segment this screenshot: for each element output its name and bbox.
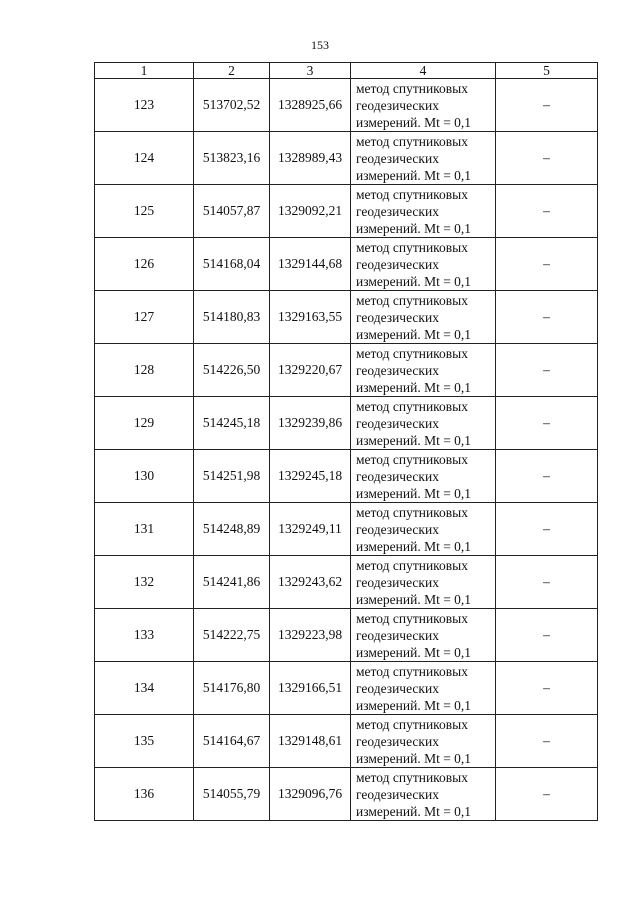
coordinate-y-cell: 1329163,55 (270, 291, 351, 344)
method-text-line: геодезических (356, 415, 439, 431)
coordinate-x-cell: 513823,16 (194, 132, 270, 185)
method-text-line: геодезических (356, 468, 439, 484)
method-text-line: метод спутниковых (356, 186, 468, 202)
table-row (95, 609, 598, 662)
column-header-4: 4 (351, 63, 496, 79)
note-cell: – (496, 556, 598, 609)
method-text-line: измерений. Mt = 0,1 (356, 114, 472, 130)
coordinate-y-cell: 1329245,18 (270, 450, 351, 503)
method-text-line: измерений. Mt = 0,1 (356, 273, 472, 289)
method-text-line: метод спутниковых (356, 769, 468, 785)
point-number-cell: 134 (95, 662, 194, 715)
method-text-line: измерений. Mt = 0,1 (356, 644, 472, 660)
method-text-line: геодезических (356, 309, 439, 325)
note-cell: – (496, 291, 598, 344)
column-header-5: 5 (496, 63, 598, 79)
method-cell (351, 79, 496, 132)
note-cell: – (496, 132, 598, 185)
method-cell (351, 238, 496, 291)
point-number-cell: 123 (95, 79, 194, 132)
table-row (95, 132, 598, 185)
method-text-line: метод спутниковых (356, 716, 468, 732)
column-header-2: 2 (194, 63, 270, 79)
method-text-line: метод спутниковых (356, 80, 468, 96)
coordinate-y-cell: 1329223,98 (270, 609, 351, 662)
method-cell (351, 662, 496, 715)
point-number-cell: 125 (95, 185, 194, 238)
point-number-cell: 130 (95, 450, 194, 503)
method-text-line: метод спутниковых (356, 663, 468, 679)
table-row (95, 556, 598, 609)
coordinate-y-cell: 1329243,62 (270, 556, 351, 609)
method-text-line: измерений. Mt = 0,1 (356, 697, 472, 713)
table-body (95, 79, 598, 821)
method-text-line: метод спутниковых (356, 239, 468, 255)
note-cell: – (496, 768, 598, 821)
page-number: 153 (311, 38, 329, 52)
method-cell (351, 185, 496, 238)
method-text-line: геодезических (356, 203, 439, 219)
table-row (95, 450, 598, 503)
method-text-line: измерений. Mt = 0,1 (356, 432, 472, 448)
point-number-cell: 131 (95, 503, 194, 556)
coordinate-y-cell: 1329144,68 (270, 238, 351, 291)
method-text-line: метод спутниковых (356, 345, 468, 361)
method-text-line: метод спутниковых (356, 610, 468, 626)
method-text-line: метод спутниковых (356, 451, 468, 467)
method-text-line: геодезических (356, 680, 439, 696)
note-cell: – (496, 397, 598, 450)
method-text-line: метод спутниковых (356, 133, 468, 149)
method-cell (351, 291, 496, 344)
column-header-3: 3 (270, 63, 351, 79)
table-row (95, 79, 598, 132)
table-row (95, 715, 598, 768)
method-text-line: измерений. Mt = 0,1 (356, 220, 472, 236)
note-cell: – (496, 238, 598, 291)
point-number-cell: 126 (95, 238, 194, 291)
coordinate-x-cell: 514055,79 (194, 768, 270, 821)
coordinates-table (94, 62, 598, 821)
note-cell: – (496, 715, 598, 768)
method-text-line: измерений. Mt = 0,1 (356, 803, 472, 819)
method-text-line: геодезических (356, 574, 439, 590)
coordinate-y-cell: 1328925,66 (270, 79, 351, 132)
method-cell (351, 556, 496, 609)
coordinate-x-cell: 514222,75 (194, 609, 270, 662)
method-cell (351, 450, 496, 503)
point-number-cell: 127 (95, 291, 194, 344)
table-row (95, 238, 598, 291)
table-row (95, 185, 598, 238)
method-text-line: геодезических (356, 786, 439, 802)
table-row (95, 768, 598, 821)
coordinate-x-cell: 514226,50 (194, 344, 270, 397)
note-cell: – (496, 503, 598, 556)
note-cell: – (496, 344, 598, 397)
table-row (95, 397, 598, 450)
note-cell: – (496, 609, 598, 662)
method-text-line: измерений. Mt = 0,1 (356, 379, 472, 395)
coordinate-x-cell: 514248,89 (194, 503, 270, 556)
coordinate-x-cell: 514057,87 (194, 185, 270, 238)
point-number-cell: 129 (95, 397, 194, 450)
method-text-line: метод спутниковых (356, 504, 468, 520)
coordinate-x-cell: 513702,52 (194, 79, 270, 132)
coordinate-y-cell: 1329148,61 (270, 715, 351, 768)
column-header-1: 1 (95, 63, 194, 79)
coordinate-y-cell: 1329249,11 (270, 503, 351, 556)
point-number-cell: 133 (95, 609, 194, 662)
table-row (95, 344, 598, 397)
method-text-line: геодезических (356, 733, 439, 749)
coordinate-x-cell: 514241,86 (194, 556, 270, 609)
coordinate-x-cell: 514168,04 (194, 238, 270, 291)
coordinate-y-cell: 1328989,43 (270, 132, 351, 185)
method-text-line: геодезических (356, 627, 439, 643)
point-number-cell: 136 (95, 768, 194, 821)
table-row (95, 291, 598, 344)
method-text-line: измерений. Mt = 0,1 (356, 538, 472, 554)
method-cell (351, 768, 496, 821)
method-text-line: измерений. Mt = 0,1 (356, 750, 472, 766)
method-cell (351, 397, 496, 450)
note-cell: – (496, 662, 598, 715)
method-cell (351, 503, 496, 556)
method-text-line: метод спутниковых (356, 557, 468, 573)
coordinate-y-cell: 1329220,67 (270, 344, 351, 397)
table-row (95, 662, 598, 715)
coordinate-y-cell: 1329239,86 (270, 397, 351, 450)
point-number-cell: 128 (95, 344, 194, 397)
method-cell (351, 344, 496, 397)
point-number-cell: 132 (95, 556, 194, 609)
coordinate-x-cell: 514180,83 (194, 291, 270, 344)
table-row (95, 503, 598, 556)
point-number-cell: 135 (95, 715, 194, 768)
method-cell (351, 132, 496, 185)
note-cell: – (496, 185, 598, 238)
note-cell: – (496, 450, 598, 503)
coordinate-x-cell: 514245,18 (194, 397, 270, 450)
method-text-line: геодезических (356, 150, 439, 166)
method-text-line: геодезических (356, 97, 439, 113)
coordinate-x-cell: 514164,67 (194, 715, 270, 768)
method-cell (351, 609, 496, 662)
method-text-line: метод спутниковых (356, 398, 468, 414)
method-text-line: измерений. Mt = 0,1 (356, 167, 472, 183)
method-cell (351, 715, 496, 768)
coordinate-y-cell: 1329096,76 (270, 768, 351, 821)
coordinate-x-cell: 514176,80 (194, 662, 270, 715)
method-text-line: геодезических (356, 362, 439, 378)
method-text-line: геодезических (356, 256, 439, 272)
method-text-line: измерений. Mt = 0,1 (356, 326, 472, 342)
method-text-line: измерений. Mt = 0,1 (356, 485, 472, 501)
point-number-cell: 124 (95, 132, 194, 185)
coordinate-y-cell: 1329166,51 (270, 662, 351, 715)
coordinate-x-cell: 514251,98 (194, 450, 270, 503)
method-text-line: метод спутниковых (356, 292, 468, 308)
coordinate-y-cell: 1329092,21 (270, 185, 351, 238)
table-header-row (95, 63, 598, 79)
note-cell: – (496, 79, 598, 132)
method-text-line: измерений. Mt = 0,1 (356, 591, 472, 607)
method-text-line: геодезических (356, 521, 439, 537)
